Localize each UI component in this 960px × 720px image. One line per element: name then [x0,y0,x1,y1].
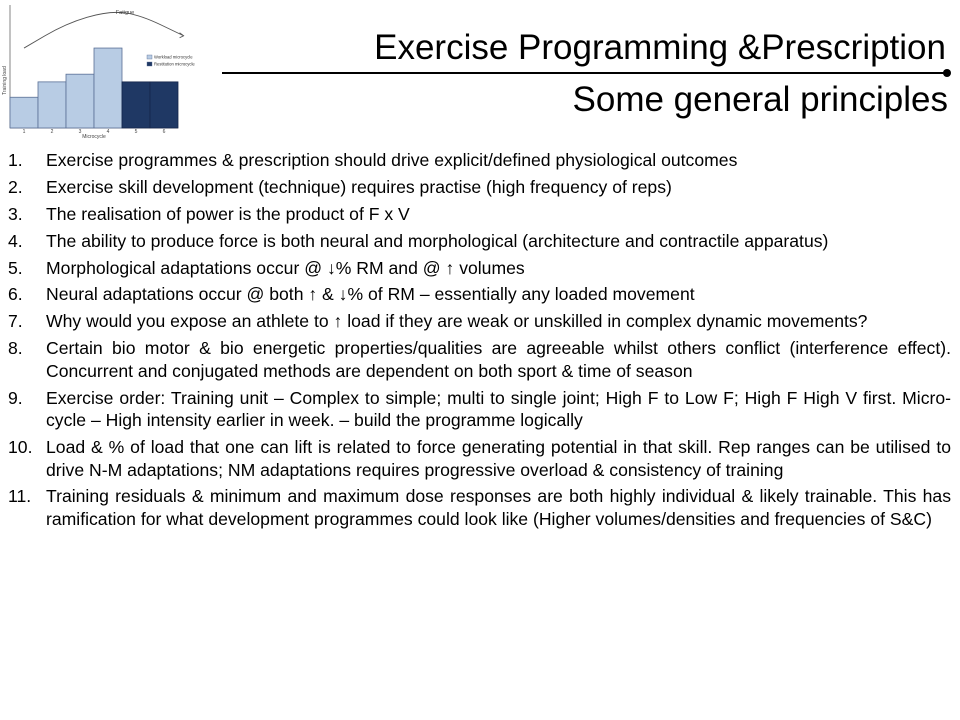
list-item [8,436,951,481]
x-tick-label: 1 [22,129,26,135]
item-text: Exercise skill development (technique) requires practise (high frequency of reps) [46,176,672,197]
list-item [8,230,951,253]
y-axis-label: Training load [2,66,8,95]
item-number: 9. [8,387,23,408]
training-load-chart [0,0,200,142]
legend-swatch [147,55,152,59]
list-item [8,387,951,432]
item-text: Why would you expose an athlete to ↑ load if they are weak or unskilled in complex dynamic movements? [46,311,868,332]
title-rule-dot [943,69,951,77]
item-number: 11. [8,486,32,507]
list-item [8,485,951,530]
item-text: The realisation of power is the product of F x V [46,203,410,224]
x-tick-label: 3 [78,129,82,135]
x-tick-label: 5 [134,129,138,135]
list-item [8,283,951,306]
x-tick-label: 4 [106,129,110,135]
chart-bar [10,97,38,128]
chart-bar [122,82,150,128]
item-text: Training residuals & minimum and maximum dose responses are both highly individual & likely trainable. This has ramification for what development programmes could look like (Higher volumes/densities and frequencies of S&C) [46,486,951,529]
x-axis-label: Microcycle [82,134,106,140]
fatigue-curve [24,12,184,48]
x-tick-label: 6 [162,129,166,135]
item-number: 1. [8,150,23,170]
list-item [8,337,951,382]
legend-swatch [147,62,152,66]
chart-title: Fatigue [115,10,135,16]
item-number: 8. [8,338,23,359]
item-number: 10. [8,437,33,458]
chart-bar [66,74,94,128]
item-text: Exercise order: Training unit – Complex to simple; multi to single joint; High F to Low F; High F High V first. Micro-cycle – High intensity earlier in week. – build the programme logically [46,387,951,431]
list-item [8,176,951,199]
item-number: 6. [8,284,23,305]
chart-legend [147,55,195,67]
chart-bars [10,48,178,128]
chart-bar [150,82,178,128]
list-item [8,257,951,280]
principles-list [8,149,951,535]
chart-bar [38,82,66,128]
item-text: Exercise programmes & prescription should drive explicit/defined physiological outcomes [46,150,738,170]
item-text: The ability to produce force is both neural and morphological (architecture and contractile apparatus) [46,230,829,251]
item-text: Load & % of load that one can lift is related to force generating potential in that skill. Rep ranges can be utilised to drive N-M adaptations; NM adaptations requires progressive overload & consistency of training [46,437,951,480]
chart-bar [94,48,122,128]
item-text: Neural adaptations occur @ both ↑ & ↓% of RM – essentially any loaded movement [46,284,695,305]
list-item [8,203,951,226]
x-tick-label: 2 [50,129,54,135]
title-rule [222,72,946,74]
item-number: 5. [8,257,23,278]
list-item [8,310,951,333]
item-number: 3. [8,203,23,224]
slide-title: Exercise Programming &Prescription [374,28,946,67]
item-number: 2. [8,176,23,197]
item-number: 4. [8,230,23,251]
fatigue-curve-group [24,10,184,48]
item-number: 7. [8,311,23,332]
legend-label: Restitution microcycle [154,61,195,67]
list-item [8,149,951,172]
legend-label: Workload microcycle [154,54,193,60]
item-text: Certain bio motor & bio energetic properties/qualities are agreeable whilst others conflict (interference effect). Concurrent and conjugated methods are dependent on both sport & time of season [46,338,951,381]
item-text: Morphological adaptations occur @ ↓% RM and @ ↑ volumes [46,257,525,278]
slide-subtitle: Some general principles [572,80,948,119]
